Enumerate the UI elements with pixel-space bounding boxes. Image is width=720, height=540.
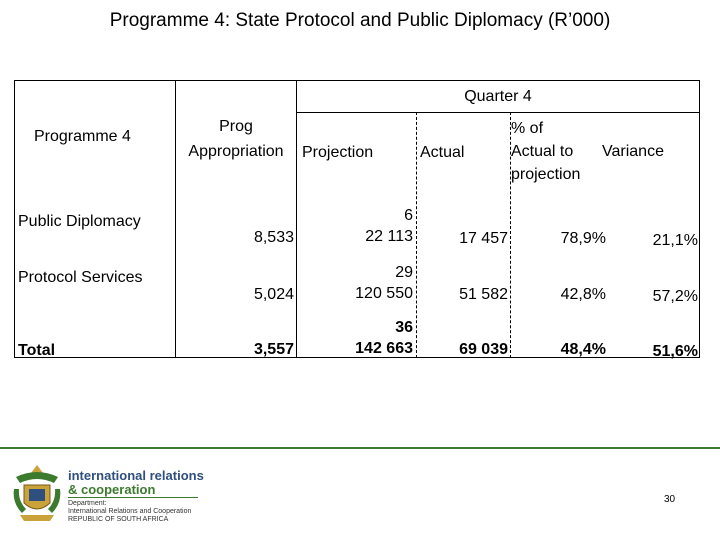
variance-value: 51,6% [652,343,698,360]
department-logo [10,463,210,529]
pct-header-line1: % of [511,120,544,137]
org-divider [68,497,198,498]
projection-value-line2: 22 113 [365,228,413,245]
actual-header: Actual [420,144,465,161]
org-name-line1: international relations [68,468,204,483]
projection-header: Projection [302,144,374,161]
projection-value-line2: 120 550 [355,285,413,302]
pct-header-line2: Actual to [511,143,574,160]
variance-value: 57,2% [652,288,698,305]
row-label: Total [18,342,56,359]
org-name [68,469,204,497]
actual-value: 51 582 [459,286,508,303]
appropriation-value: 3,557 [253,341,294,358]
programme-header: Programme 4 [34,128,131,145]
appropriation-value: 5,024 [253,286,294,303]
column-divider [296,80,297,358]
pct-value: 48,4% [560,341,606,358]
projection-value-line1: 29 [395,264,413,281]
pct-header-line3: projection [511,166,581,183]
org-name-line2: & cooperation [68,482,156,497]
variance-header: Variance [602,143,664,160]
appropriation-header-line2: Appropriation [188,143,284,160]
pct-value: 42,8% [560,286,606,303]
dept-line3: REPUBLIC OF SOUTH AFRICA [68,516,169,523]
pct-value: 78,9% [560,230,606,247]
dept-line2: International Relations and Cooperation [68,508,192,515]
column-divider-dashed [416,112,417,358]
department-text [68,500,191,524]
projection-value-line2: 142 663 [355,340,413,357]
appropriation-header-line1: Prog [219,118,253,135]
quarter-header-divider [296,112,700,113]
coat-of-arms-icon [10,463,64,525]
dept-line1: Department: [68,500,107,507]
projection-value-line1: 6 [404,207,413,224]
footer-divider [0,447,720,449]
actual-value: 17 457 [459,230,508,247]
projection-value-line1: 36 [395,319,413,336]
row-label: Protocol Services [18,269,143,286]
variance-value: 21,1% [652,232,698,249]
row-label: Public Diplomacy [18,213,141,230]
appropriation-value: 8,533 [253,229,294,246]
slide-title: Programme 4: State Protocol and Public Diplomacy (R’000) [109,10,611,31]
page-number: 30 [664,494,676,505]
actual-value: 69 039 [459,341,508,358]
quarter-header: Quarter 4 [464,88,532,105]
